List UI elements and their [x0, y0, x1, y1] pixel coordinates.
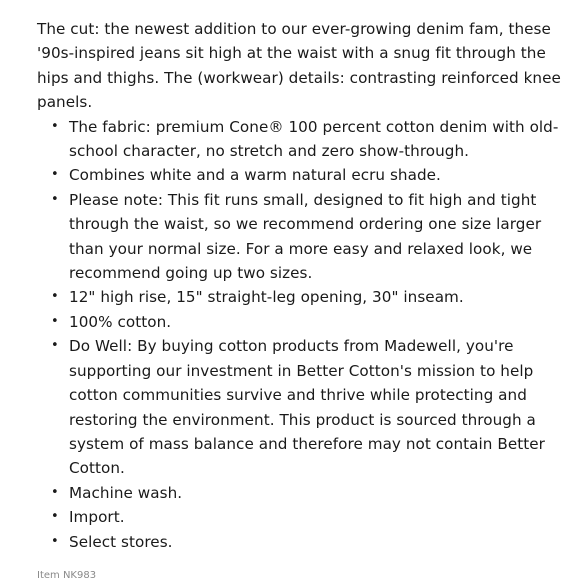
product-details-list — [37, 115, 562, 554]
list-item-text: 100% cotton. — [69, 312, 172, 331]
bullet-icon: • — [51, 118, 59, 134]
list-item-text: Import. — [69, 508, 125, 527]
list-item-text: The fabric: premium Cone® 100 percent cotton denim with old-school character, no stretch and zero show-through. — [69, 117, 559, 161]
list-item — [37, 163, 562, 187]
description-intro: The cut: the newest addition to our ever-growing denim fam, these '90s-inspired jeans sit high at the waist with a snug fit through the hips and thighs. The (workwear) details: contrasting reinforced knee panels. — [37, 20, 561, 112]
list-item — [37, 530, 562, 554]
bullet-icon: • — [51, 167, 59, 183]
bullet-icon: • — [51, 484, 59, 500]
list-item — [37, 188, 562, 286]
bullet-icon: • — [51, 533, 59, 549]
bullet-icon: • — [51, 313, 59, 329]
list-item-text: Select stores. — [69, 532, 173, 551]
bullet-icon: • — [51, 509, 59, 525]
list-item-text: 12" high rise, 15" straight-leg opening, 30" inseam. — [69, 288, 464, 307]
list-item — [37, 285, 562, 309]
list-item-text: Machine wash. — [69, 483, 183, 502]
product-description — [37, 17, 562, 554]
list-item — [37, 310, 562, 334]
bullet-icon: • — [51, 191, 59, 207]
list-item — [37, 481, 562, 505]
list-item — [37, 115, 562, 164]
item-number-text: Item NK983 — [37, 570, 97, 581]
list-item-text: Do Well: By buying cotton products from Madewell, you're supporting our investment in Better Cotton's mission to help cotton communities survive and thrive while protecting and restoring the environment. This product is sourced through a system of mass balance and therefore may not contain Better Cotton. — [69, 337, 545, 478]
list-item-text: Combines white and a warm natural ecru shade. — [69, 166, 441, 185]
list-item — [37, 505, 562, 529]
list-item — [37, 334, 562, 480]
list-item-text: Please note: This fit runs small, designed to fit high and tight through the waist, so we recommend ordering one size larger than your normal size. For a more easy and relaxed look, we recommend going up two sizes. — [69, 190, 542, 283]
bullet-icon: • — [51, 338, 59, 354]
bullet-icon: • — [51, 289, 59, 305]
